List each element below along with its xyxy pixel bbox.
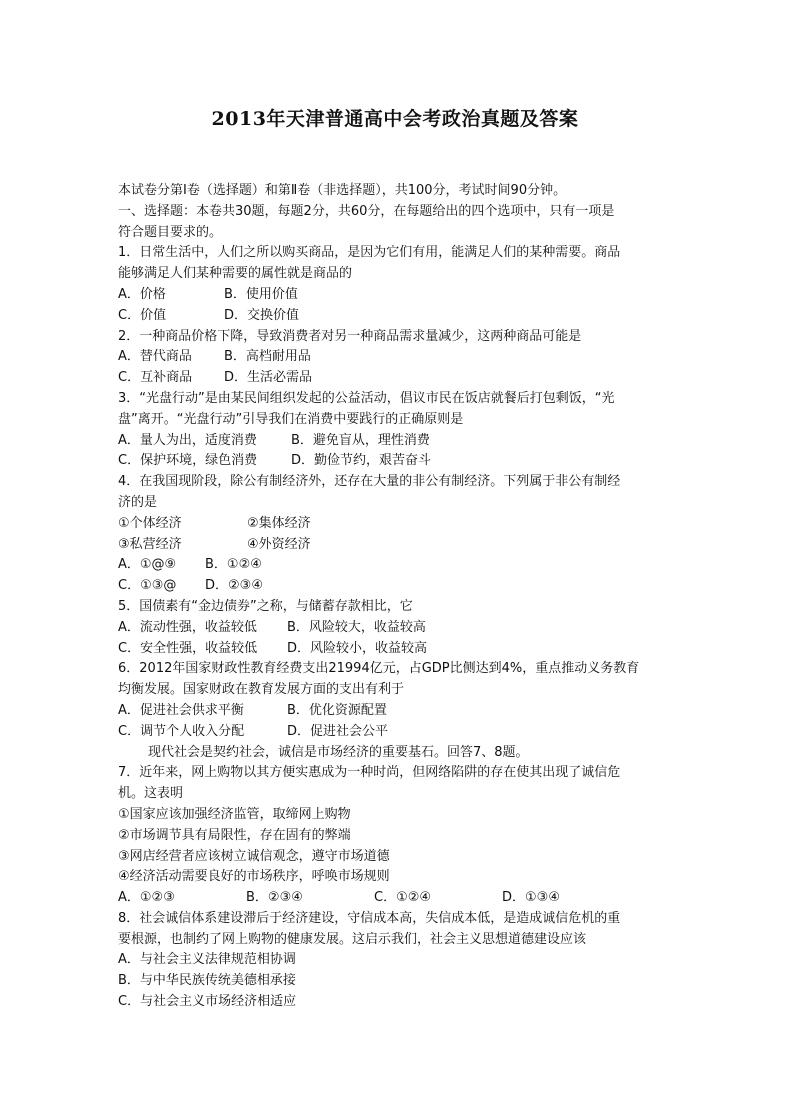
- statement-3: ③私营经济: [118, 536, 182, 552]
- option-d: D．风险较小，收益较高: [287, 640, 428, 656]
- option-a: A．①②③: [118, 890, 175, 906]
- question-7-options: [118, 888, 674, 909]
- option-b: B．与中华民族传统美德相承接: [118, 973, 296, 989]
- intro-line: 一、选择题：本卷共30题，每题2分，共60分，在每题给出的四个选项中，只有一项是: [118, 203, 615, 219]
- page-title: 2013年天津普通高中会考政治真题及答案: [211, 108, 579, 130]
- option-b: B．优化资源配置: [287, 702, 387, 718]
- question-4-statements: [118, 514, 674, 535]
- statement-4: ④经济活动需要良好的市场秩序，呼唤市场规则: [118, 869, 390, 885]
- option-a: A．量人为出，适度消费: [118, 432, 257, 448]
- option-d: D．促进社会公平: [287, 723, 389, 739]
- option-a: A．促进社会供求平衡: [118, 702, 244, 718]
- intro-line: 本试卷分第Ⅰ卷（选择题）和第Ⅱ卷（非选择题），共100分，考试时间90分钟。: [118, 183, 567, 198]
- question-1-options: [118, 285, 674, 306]
- question-2-stem: 2．一种商品价格下降，导致消费者对另一种商品需求量减少，这两种商品可能是: [118, 328, 582, 344]
- question-8-stem: 8．社会诚信体系建设滞后于经济建设，守信成本高，失信成本低，是造成诚信危机的重: [118, 910, 621, 926]
- question-6-stem: 6．2012年国家财政性教育经费支出21994亿元，占GDP比侧达到4%，重点推动义务教育: [118, 661, 640, 677]
- question-7-stem: 7．近年来，网上购物以其方便实惠成为一种时尚，但网络陷阱的存在使其出现了诚信危: [118, 765, 621, 781]
- question-4-stem: 4．在我国现阶段，除公有制经济外，还存在大量的非公有制经济。下列属于非公有制经: [118, 474, 621, 490]
- question-8-stem: 要根源，也制约了网上购物的健康发展。这启示我们，社会主义思想道德建设应该: [118, 931, 587, 947]
- question-4-statements: [118, 535, 674, 556]
- question-1-options: [118, 306, 674, 327]
- statement-1: ①个体经济: [118, 515, 182, 531]
- option-a: A．价格: [118, 286, 166, 302]
- question-5-options: [118, 639, 674, 660]
- question-4-options: [118, 576, 674, 597]
- option-a: A．流动性强，收益较低: [118, 619, 257, 635]
- question-3-options: [118, 431, 674, 452]
- option-a: A．与社会主义法律规范相协调: [118, 952, 296, 968]
- statement-2: ②市场调节具有局限性，存在固有的弊端: [118, 827, 351, 843]
- option-c: C．价值: [118, 307, 167, 323]
- option-b: B．使用价值: [224, 286, 298, 302]
- question-3-options: [118, 451, 674, 472]
- option-c: C．安全性强，收益较低: [118, 640, 258, 656]
- intro-line: 符合题目要求的。: [118, 224, 223, 240]
- option-b: B．①②④: [205, 557, 262, 573]
- question-6-options: [118, 701, 674, 722]
- option-c: C．①③@: [118, 578, 177, 594]
- option-a: A．①@⑨: [118, 557, 177, 573]
- option-c: C．与社会主义市场经济相适应: [118, 994, 297, 1010]
- option-b: B．②③④: [246, 890, 303, 906]
- question-6-stem: 均衡发展。国家财政在教育发展方面的支出有利于: [118, 682, 405, 698]
- exam-body: [118, 181, 674, 1013]
- option-d: D．①③④: [502, 890, 560, 906]
- material-intro: 现代社会是契约社会，诚信是市场经济的重要基石。回答7、8题。: [148, 744, 529, 760]
- option-a: A．替代商品: [118, 349, 192, 365]
- option-d: D．②③④: [205, 578, 263, 594]
- option-c: C．调节个人收入分配: [118, 723, 245, 739]
- option-c: C．互补商品: [118, 370, 193, 386]
- question-7-stem: 机。这表明: [118, 786, 184, 802]
- question-4-options: [118, 555, 674, 576]
- question-4-stem: 济的是: [118, 494, 158, 510]
- option-d: D．勤俭节约，艰苦奋斗: [291, 453, 432, 469]
- statement-1: ①国家应该加强经济监管，取缔网上购物: [118, 806, 351, 822]
- option-c: C．①②④: [374, 890, 432, 906]
- option-d: D．生活必需品: [224, 370, 313, 386]
- statement-4: ④外资经济: [247, 536, 311, 552]
- option-b: B．高档耐用品: [224, 349, 311, 365]
- question-3-stem: 3．“光盘行动”是由某民间组织发起的公益活动，倡议市民在饭店就餐后打包剩饭，“光: [118, 390, 615, 406]
- option-d: D．交换价值: [224, 307, 300, 323]
- option-b: B．避免盲从，理性消费: [291, 432, 430, 448]
- question-1-stem: 能够满足人们某种需要的属性就是商品的: [118, 266, 353, 282]
- statement-3: ③网店经营者应该树立诚信观念，遵守市场道德: [118, 848, 390, 864]
- question-5-options: [118, 618, 674, 639]
- question-6-options: [118, 722, 674, 743]
- statement-2: ②集体经济: [247, 515, 311, 531]
- question-2-options: [118, 347, 674, 368]
- option-c: C．保护环境，绿色消费: [118, 453, 258, 469]
- option-b: B．风险较大，收益较高: [287, 619, 426, 635]
- question-1-stem: 1．日常生活中，人们之所以购买商品，是因为它们有用，能满足人们的某种需要。商品: [118, 245, 621, 261]
- question-2-options: [118, 368, 674, 389]
- question-3-stem: 盘”离开。“光盘行动”引导我们在消费中要践行的正确原则是: [118, 411, 464, 427]
- question-5-stem: 5．国债素有“金边债券”之称，与储蓄存款相比，它: [118, 598, 413, 614]
